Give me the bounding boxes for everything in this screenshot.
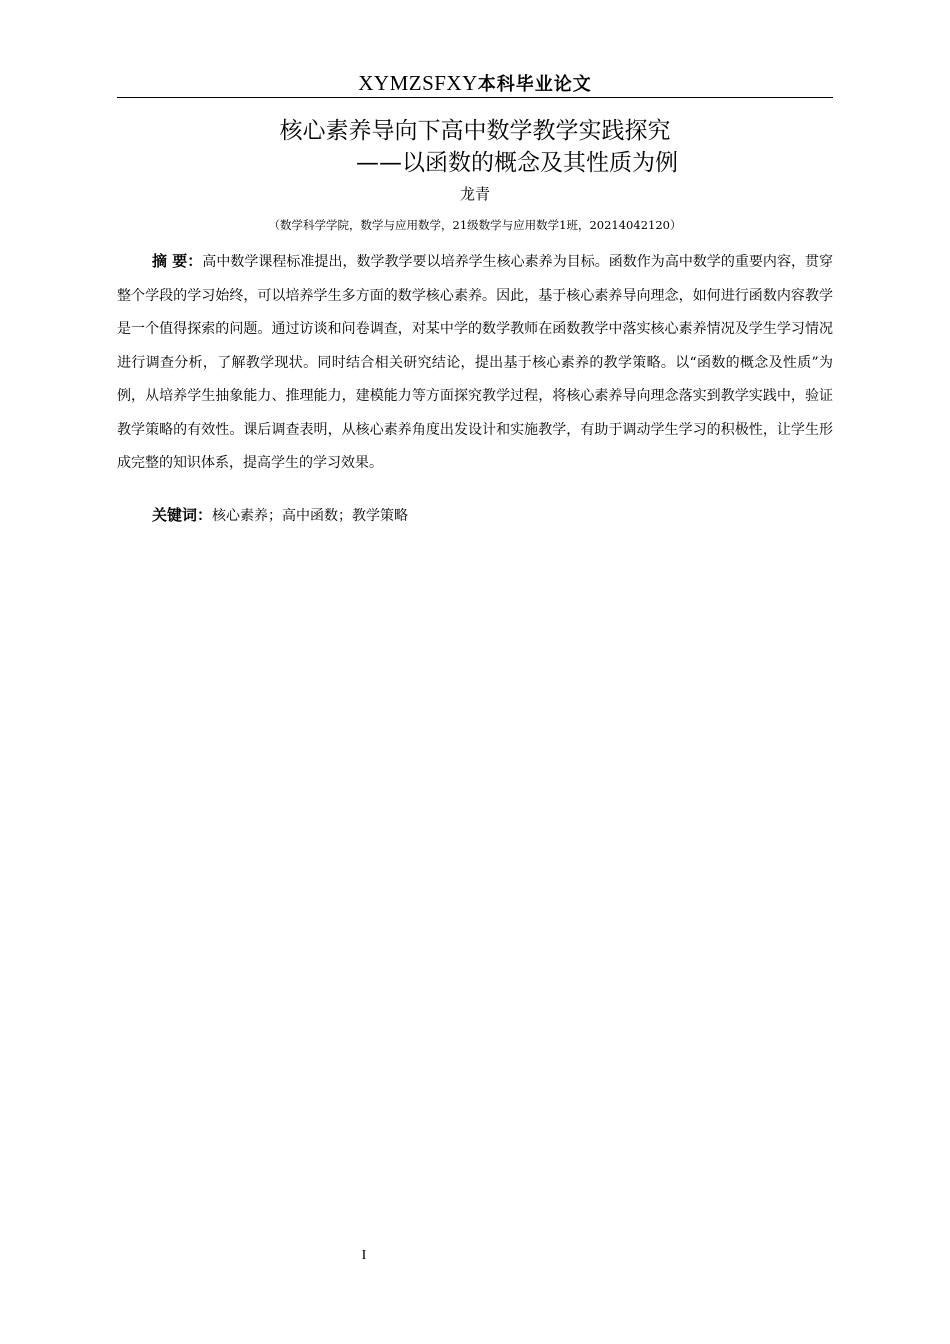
paper-title: 核心素养导向下高中数学教学实践探究 — [279, 118, 671, 144]
paper-subtitle: ——以函数的概念及其性质为例 — [356, 150, 678, 176]
keywords-line — [117, 499, 833, 533]
keywords-text: 核心素养；高中函数；教学策略 — [212, 508, 409, 524]
header-label: 本科毕业论文 — [477, 74, 592, 95]
page-number: I — [361, 1248, 367, 1263]
abstract-text: 高中数学课程标准提出，数学教学要以培养学生核心素养为目标。函数作为高中数学的重要内容，贯穿整个学段的学习始终，可以培养学生多方面的数学核心素养。因此，基于核心素养导向理念，如何进行函数内容教学是一个值得探索的问题。通过访谈和问卷调查，对某中学的数学教师在函数教学中落实核心素养情况及学生学习情况进行调查分析，了解教学现状。同时结合相关研究结论，提出基于核心素养的教学策略。以“函数的概念及性质”为例，从培养学生抽象能力、推理能力，建模能力等方面探究教学过程，将核心素养导向理念落实到教学实践中，验证教学策略的有效性。课后调查表明，从核心素养角度出发设计和实施教学，有助于调动学生学习的积极性，让学生形成完整的知识体系，提高学生的学习效果。 — [117, 254, 833, 471]
author-affiliation: （数学科学学院，数学与应用数学，21级数学与应用数学1班，20214042120） — [268, 218, 682, 232]
abstract-label: 摘 要： — [152, 252, 203, 270]
running-header — [117, 70, 833, 98]
author-name: 龙青 — [459, 185, 490, 203]
header-code: XYMZSFXY — [358, 71, 478, 95]
abstract-paragraph — [117, 245, 833, 481]
keywords-label: 关键词： — [152, 506, 213, 524]
